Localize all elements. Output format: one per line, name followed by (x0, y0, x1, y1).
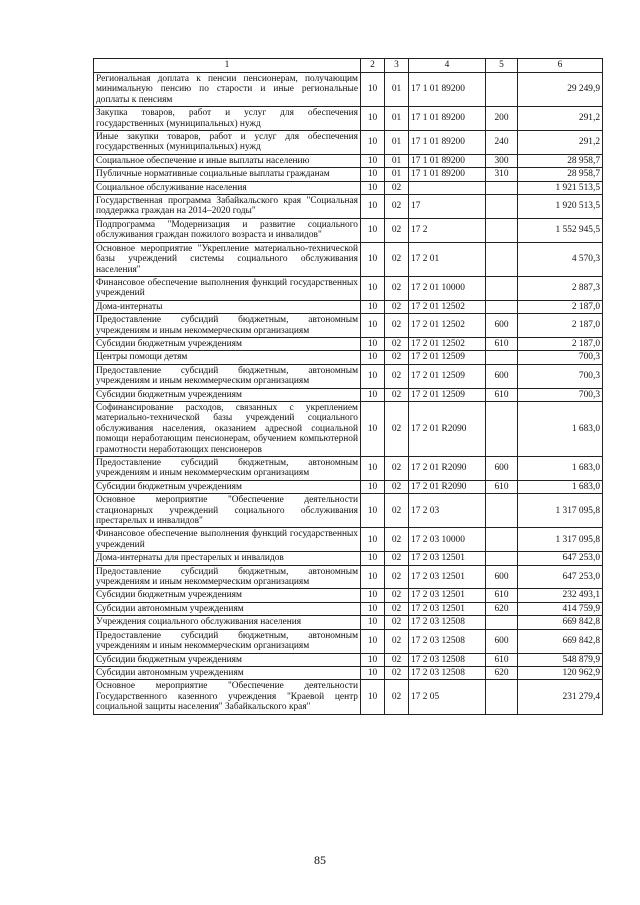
row-name: Государственная программа Забайкальского края "Социальная поддержка граждан на 2014–2020 годы" (94, 195, 361, 219)
target-article-code: 17 2 01 10000 (409, 276, 486, 300)
target-article-code: 17 (409, 195, 486, 219)
row-name: Субсидии бюджетным учреждениям (94, 388, 361, 401)
expense-type-code: 240 (486, 131, 518, 155)
row-name: Социальное обслуживание населения (94, 181, 361, 194)
amount: 1 921 513,5 (518, 181, 603, 194)
subsection-code: 01 (385, 131, 409, 155)
target-article-code: 17 2 05 (409, 680, 486, 714)
row-name: Центры помощи детям (94, 351, 361, 364)
target-article-code: 17 2 (409, 218, 486, 242)
amount: 700,3 (518, 351, 603, 364)
target-article-code: 17 2 01 R2090 (409, 457, 486, 481)
section-code: 10 (361, 480, 385, 493)
expense-type-code (486, 181, 518, 194)
expense-type-code: 200 (486, 107, 518, 131)
section-code: 10 (361, 242, 385, 276)
table-row (94, 276, 603, 300)
target-article-code: 17 2 03 12501 (409, 602, 486, 615)
subsection-code: 02 (385, 276, 409, 300)
table-row (94, 388, 603, 401)
target-article-code: 17 2 03 12501 (409, 589, 486, 602)
column-header: 4 (409, 59, 486, 73)
subsection-code: 02 (385, 218, 409, 242)
expense-type-code: 300 (486, 154, 518, 167)
expense-type-code (486, 218, 518, 242)
section-code: 10 (361, 314, 385, 338)
target-article-code: 17 2 01 R2090 (409, 401, 486, 456)
section-code: 10 (361, 337, 385, 350)
table-row (94, 494, 603, 528)
amount: 1 683,0 (518, 480, 603, 493)
row-name: Дома-интернаты для престарелых и инвалидов (94, 552, 361, 565)
row-name: Финансовое обеспечение выполнения функций государственных учреждений (94, 528, 361, 552)
expense-type-code: 610 (486, 480, 518, 493)
subsection-code: 01 (385, 168, 409, 181)
row-name: Субсидии автономным учреждениям (94, 666, 361, 679)
row-name: Предоставление субсидий бюджетным, автономным учреждениям и иным некоммерческим организациям (94, 629, 361, 653)
expense-type-code: 610 (486, 653, 518, 666)
amount: 231 279,4 (518, 680, 603, 714)
amount: 2 187,0 (518, 314, 603, 338)
subsection-code: 02 (385, 401, 409, 456)
row-name: Учреждения социального обслуживания населения (94, 616, 361, 629)
amount: 2 187,0 (518, 300, 603, 313)
subsection-code: 01 (385, 107, 409, 131)
amount: 291,2 (518, 131, 603, 155)
amount: 232 493,1 (518, 589, 603, 602)
page-number: 85 (314, 853, 326, 867)
column-header: 1 (94, 59, 361, 73)
amount: 414 759,9 (518, 602, 603, 615)
table-row (94, 528, 603, 552)
expense-type-code (486, 276, 518, 300)
section-code: 10 (361, 494, 385, 528)
subsection-code: 01 (385, 154, 409, 167)
table-row (94, 653, 603, 666)
amount: 669 842,8 (518, 629, 603, 653)
header-row (94, 59, 603, 73)
section-code: 10 (361, 602, 385, 615)
section-code: 10 (361, 276, 385, 300)
table-row (94, 314, 603, 338)
subsection-code: 02 (385, 195, 409, 219)
table-row (94, 154, 603, 167)
expense-type-code (486, 300, 518, 313)
expense-type-code: 600 (486, 364, 518, 388)
amount: 28 958,7 (518, 168, 603, 181)
expense-type-code (486, 616, 518, 629)
subsection-code: 02 (385, 589, 409, 602)
row-name: Субсидии бюджетным учреждениям (94, 337, 361, 350)
column-header: 5 (486, 59, 518, 73)
expense-type-code: 600 (486, 565, 518, 589)
section-code: 10 (361, 552, 385, 565)
table-row (94, 242, 603, 276)
expense-type-code: 600 (486, 314, 518, 338)
section-code: 10 (361, 351, 385, 364)
row-name: Предоставление субсидий бюджетным, автономным учреждениям и иным некоммерческим организациям (94, 457, 361, 481)
target-article-code: 17 2 01 12502 (409, 314, 486, 338)
target-article-code: 17 2 01 12502 (409, 337, 486, 350)
amount: 29 249,9 (518, 73, 603, 107)
section-code: 10 (361, 565, 385, 589)
target-article-code: 17 1 01 89200 (409, 107, 486, 131)
expense-type-code (486, 351, 518, 364)
table-row (94, 565, 603, 589)
table-row (94, 168, 603, 181)
target-article-code: 17 1 01 89200 (409, 168, 486, 181)
target-article-code: 17 2 03 12508 (409, 629, 486, 653)
amount: 120 962,9 (518, 666, 603, 679)
section-code: 10 (361, 388, 385, 401)
section-code: 10 (361, 195, 385, 219)
table-row (94, 602, 603, 615)
section-code: 10 (361, 629, 385, 653)
target-article-code (409, 181, 486, 194)
expense-type-code: 600 (486, 457, 518, 481)
row-name: Основное мероприятие "Обеспечение деятельности Государственного казенного учреждения "Краевой центр социальной защиты населения" Забайкальского края" (94, 680, 361, 714)
target-article-code: 17 2 03 12508 (409, 653, 486, 666)
amount: 4 570,3 (518, 242, 603, 276)
target-article-code: 17 2 01 (409, 242, 486, 276)
subsection-code: 02 (385, 494, 409, 528)
expense-type-code (486, 73, 518, 107)
subsection-code: 02 (385, 552, 409, 565)
amount: 2 887,3 (518, 276, 603, 300)
table-row (94, 218, 603, 242)
row-name: Основное мероприятие "Укрепление материально-технической базы учреждений системы социального обслуживания населения" (94, 242, 361, 276)
expense-type-code: 600 (486, 629, 518, 653)
amount: 1 683,0 (518, 401, 603, 456)
amount: 2 187,0 (518, 337, 603, 350)
row-name: Региональная доплата к пенсии пенсионерам, получающим минимальную пенсию по старости и иные региональные доплаты к пенсиям (94, 73, 361, 107)
amount: 1 317 095,8 (518, 494, 603, 528)
amount: 1 552 945,5 (518, 218, 603, 242)
table-row (94, 364, 603, 388)
table-row (94, 589, 603, 602)
subsection-code: 02 (385, 653, 409, 666)
budget-table (93, 58, 603, 715)
target-article-code: 17 1 01 89200 (409, 154, 486, 167)
subsection-code: 02 (385, 351, 409, 364)
table-row (94, 480, 603, 493)
row-name: Основное мероприятие "Обеспечение деятельности стационарных учреждений социального обслуживания престарелых и инвалидов" (94, 494, 361, 528)
expense-type-code: 620 (486, 602, 518, 615)
subsection-code: 02 (385, 388, 409, 401)
subsection-code: 02 (385, 666, 409, 679)
target-article-code: 17 2 01 12509 (409, 364, 486, 388)
section-code: 10 (361, 616, 385, 629)
section-code: 10 (361, 73, 385, 107)
row-name: Субсидии бюджетным учреждениям (94, 480, 361, 493)
section-code: 10 (361, 168, 385, 181)
row-name: Предоставление субсидий бюджетным, автономным учреждениям и иным некоммерческим организациям (94, 314, 361, 338)
subsection-code: 02 (385, 364, 409, 388)
section-code: 10 (361, 401, 385, 456)
table-row (94, 401, 603, 456)
subsection-code: 02 (385, 314, 409, 338)
expense-type-code: 620 (486, 666, 518, 679)
expense-type-code (486, 680, 518, 714)
table-row (94, 300, 603, 313)
amount: 647 253,0 (518, 552, 603, 565)
section-code: 10 (361, 300, 385, 313)
subsection-code: 02 (385, 528, 409, 552)
subsection-code: 02 (385, 565, 409, 589)
subsection-code: 02 (385, 480, 409, 493)
expense-type-code: 310 (486, 168, 518, 181)
target-article-code: 17 2 03 12508 (409, 616, 486, 629)
row-name: Предоставление субсидий бюджетным, автономным учреждениям и иным некоммерческим организациям (94, 565, 361, 589)
expense-type-code: 610 (486, 388, 518, 401)
expense-type-code (486, 401, 518, 456)
column-header: 3 (385, 59, 409, 73)
subsection-code: 02 (385, 680, 409, 714)
row-name: Закупка товаров, работ и услуг для обеспечения государственных (муниципальных) нужд (94, 107, 361, 131)
subsection-code: 02 (385, 616, 409, 629)
amount: 28 958,7 (518, 154, 603, 167)
section-code: 10 (361, 364, 385, 388)
target-article-code: 17 2 03 12501 (409, 565, 486, 589)
table-row (94, 457, 603, 481)
section-code: 10 (361, 457, 385, 481)
target-article-code: 17 2 03 12501 (409, 552, 486, 565)
table-row (94, 616, 603, 629)
subsection-code: 02 (385, 300, 409, 313)
table-row (94, 131, 603, 155)
amount: 647 253,0 (518, 565, 603, 589)
table-row (94, 195, 603, 219)
table-row (94, 680, 603, 714)
section-code: 10 (361, 154, 385, 167)
subsection-code: 02 (385, 337, 409, 350)
subsection-code: 01 (385, 73, 409, 107)
expense-type-code (486, 528, 518, 552)
subsection-code: 02 (385, 242, 409, 276)
row-name: Подпрограмма "Модернизация и развитие социального обслуживания граждан пожилого возраста и инвалидов" (94, 218, 361, 242)
expense-type-code (486, 494, 518, 528)
section-code: 10 (361, 528, 385, 552)
amount: 1 683,0 (518, 457, 603, 481)
row-name: Субсидии бюджетным учреждениям (94, 653, 361, 666)
section-code: 10 (361, 107, 385, 131)
row-name: Финансовое обеспечение выполнения функций государственных учреждений (94, 276, 361, 300)
section-code: 10 (361, 666, 385, 679)
section-code: 10 (361, 131, 385, 155)
table-row (94, 181, 603, 194)
amount: 700,3 (518, 364, 603, 388)
table-row (94, 73, 603, 107)
row-name: Предоставление субсидий бюджетным, автономным учреждениям и иным некоммерческим организациям (94, 364, 361, 388)
expense-type-code: 610 (486, 337, 518, 350)
row-name: Субсидии бюджетным учреждениям (94, 589, 361, 602)
amount: 700,3 (518, 388, 603, 401)
target-article-code: 17 2 01 12509 (409, 351, 486, 364)
row-name: Дома-интернаты (94, 300, 361, 313)
table-row (94, 351, 603, 364)
target-article-code: 17 2 01 12502 (409, 300, 486, 313)
section-code: 10 (361, 218, 385, 242)
expense-type-code (486, 242, 518, 276)
row-name: Социальное обеспечение и иные выплаты населению (94, 154, 361, 167)
row-name: Публичные нормативные социальные выплаты гражданам (94, 168, 361, 181)
expense-type-code (486, 552, 518, 565)
column-header: 6 (518, 59, 603, 73)
table-row (94, 552, 603, 565)
amount: 669 842,8 (518, 616, 603, 629)
section-code: 10 (361, 589, 385, 602)
section-code: 10 (361, 181, 385, 194)
subsection-code: 02 (385, 602, 409, 615)
amount: 291,2 (518, 107, 603, 131)
subsection-code: 02 (385, 181, 409, 194)
row-name: Субсидии автономным учреждениям (94, 602, 361, 615)
target-article-code: 17 1 01 89200 (409, 73, 486, 107)
expense-type-code: 610 (486, 589, 518, 602)
section-code: 10 (361, 680, 385, 714)
row-name: Иные закупки товаров, работ и услуг для обеспечения государственных (муниципальных) нужд (94, 131, 361, 155)
target-article-code: 17 2 03 12508 (409, 666, 486, 679)
row-name: Софинансирование расходов, связанных с укреплением материально-технической базы учреждений социального обслуживания населения, оказанием адресной социальной помощи неработающим пенсионерам, обучением компьютерной грамотности неработающих пенсионеров (94, 401, 361, 456)
amount: 548 879,9 (518, 653, 603, 666)
amount: 1 920 513,5 (518, 195, 603, 219)
table-row (94, 337, 603, 350)
target-article-code: 17 2 03 (409, 494, 486, 528)
amount: 1 317 095,8 (518, 528, 603, 552)
target-article-code: 17 1 01 89200 (409, 131, 486, 155)
table-row (94, 666, 603, 679)
section-code: 10 (361, 653, 385, 666)
target-article-code: 17 2 01 R2090 (409, 480, 486, 493)
subsection-code: 02 (385, 629, 409, 653)
subsection-code: 02 (385, 457, 409, 481)
target-article-code: 17 2 01 12509 (409, 388, 486, 401)
expense-type-code (486, 195, 518, 219)
target-article-code: 17 2 03 10000 (409, 528, 486, 552)
column-header: 2 (361, 59, 385, 73)
table-row (94, 629, 603, 653)
table-row (94, 107, 603, 131)
